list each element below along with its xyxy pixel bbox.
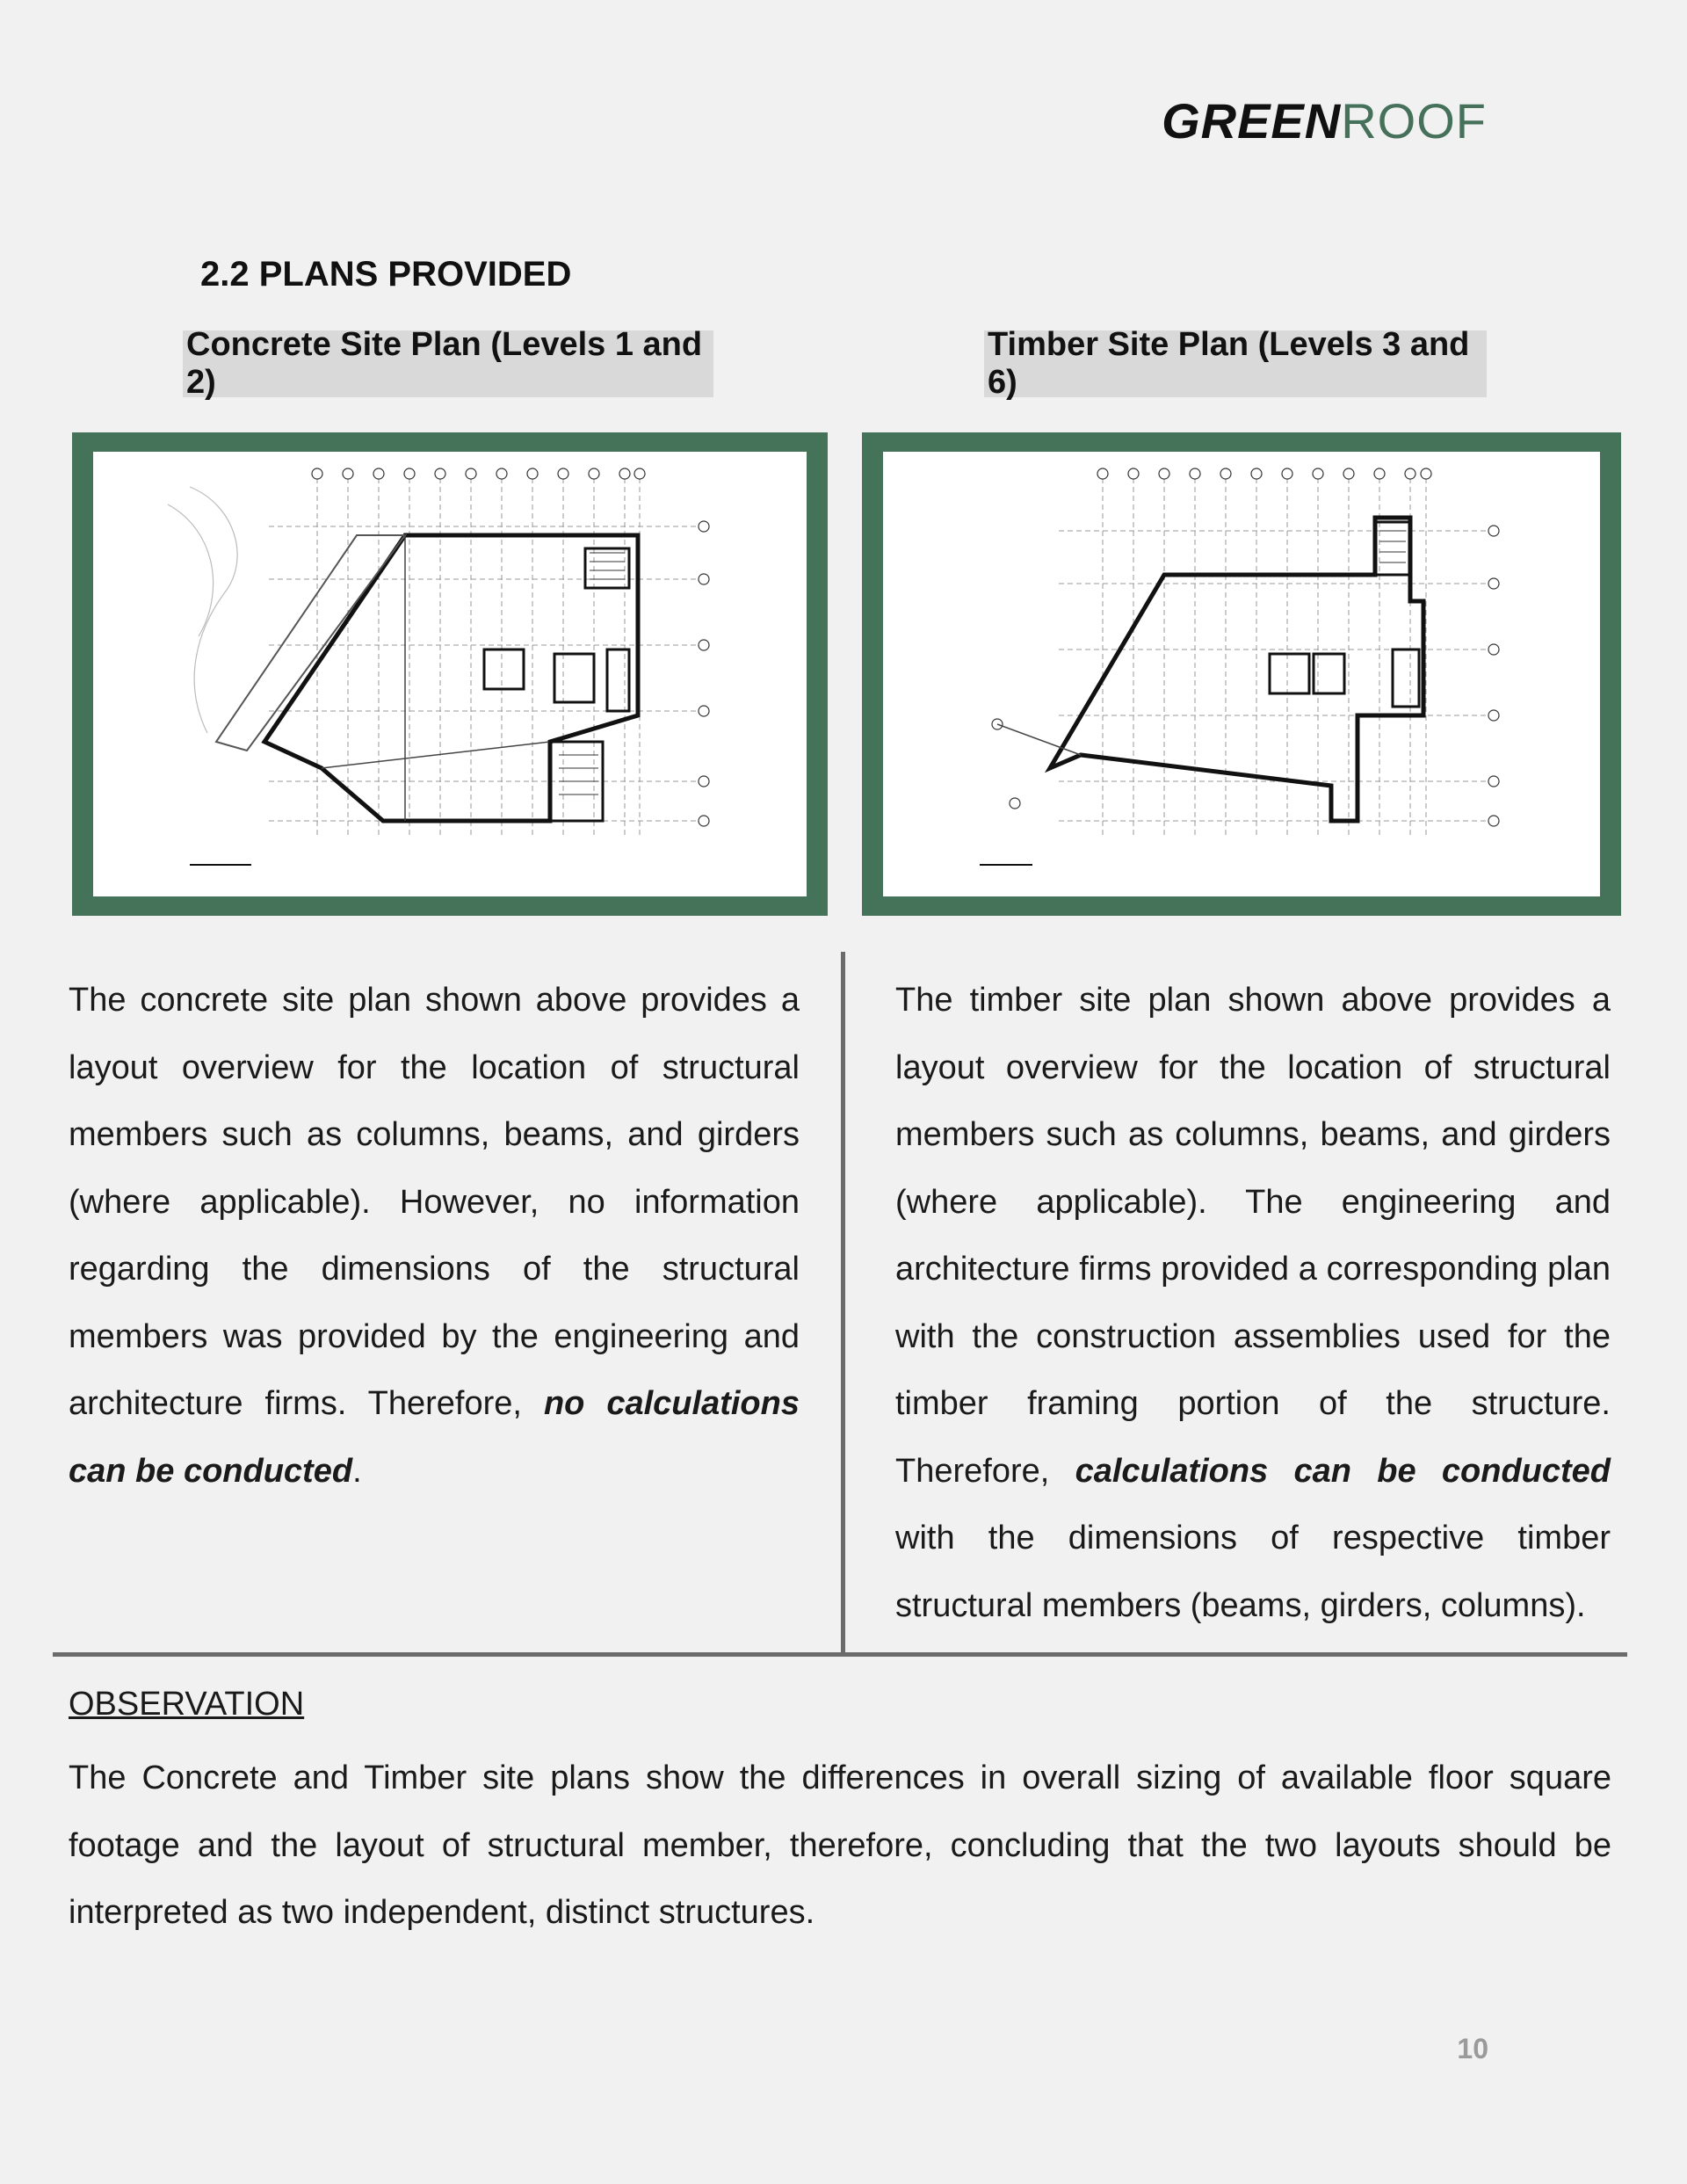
timber-floor-plan-drawing — [883, 452, 1600, 896]
brand-light-text: ROOF — [1341, 93, 1487, 149]
concrete-plan-label: Concrete Site Plan (Levels 1 and 2) — [183, 330, 713, 397]
concrete-emphasis: no calculations can be conducted — [69, 1385, 800, 1490]
concrete-text-before: The concrete site plan shown above provides a layout overview for the location of structural members such as columns, beams, and girders (where applicable). However, no information regarding the dimensions of the structural members was provided by the engineering and architecture firms. Therefore, — [69, 982, 800, 1422]
timber-plan-image — [883, 452, 1600, 896]
observation-text: The Concrete and Timber site plans show the differences in overall sizing of available floor square footage and the layout of structural member, therefore, concluding that the two layouts should be interpreted as two independent, distinct structures. — [69, 1760, 1611, 1931]
timber-emphasis: calculations can be conducted — [1075, 1452, 1611, 1490]
concrete-plan-description — [69, 967, 800, 1505]
page-number: 10 — [1457, 2033, 1488, 2064]
column-divider — [841, 952, 845, 1653]
concrete-plan-image — [93, 452, 807, 896]
concrete-text-after: . — [352, 1452, 362, 1490]
timber-text-before: The timber site plan shown above provides a layout overview for the location of structural members such as columns, beams, and girders (where applicable). The engineering and architecture firms provided a corresponding plan with the construction assemblies used for the timber framing portion of the structure. Therefore, — [895, 982, 1611, 1490]
concrete-plan-frame — [72, 432, 828, 916]
timber-plan-description — [895, 967, 1611, 1639]
brand-logo — [1162, 93, 1487, 149]
brand-bold-text: GREEN — [1162, 93, 1342, 149]
concrete-floor-plan-drawing — [93, 452, 807, 896]
section-title: 2.2 PLANS PROVIDED — [200, 255, 572, 294]
timber-plan-label: Timber Site Plan (Levels 3 and 6) — [984, 330, 1487, 397]
section-divider — [53, 1652, 1627, 1657]
timber-plan-frame — [862, 432, 1621, 916]
observation-heading: OBSERVATION — [69, 1686, 305, 1723]
timber-text-after: with the dimensions of respective timber structural members (beams, girders, columns). — [895, 1520, 1611, 1624]
